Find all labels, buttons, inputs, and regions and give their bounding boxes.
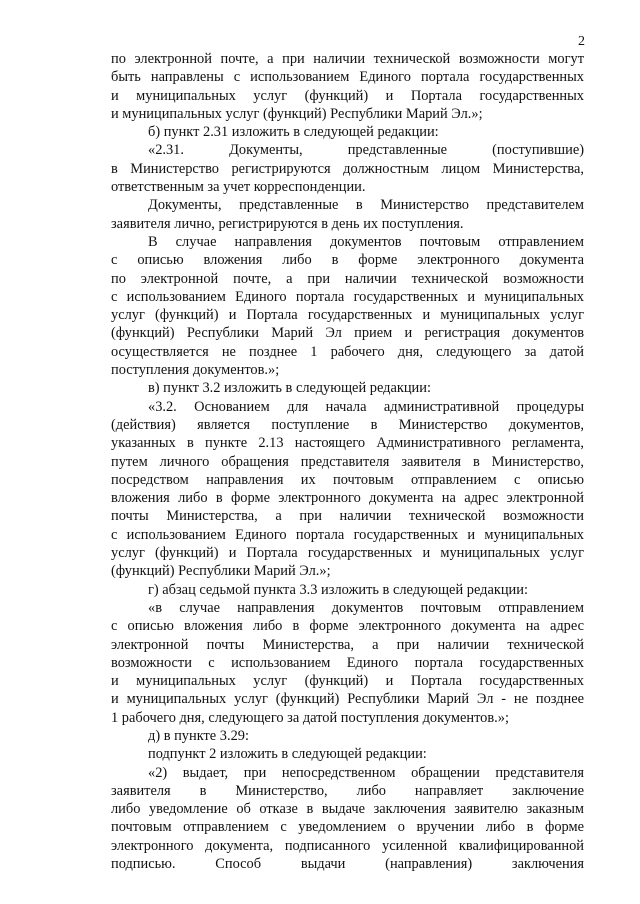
text-line: с описью вложения либо в форме электронного документа [111,252,584,269]
text-line: (функций) Республики Марий Эл прием и регистрация документов [111,325,584,342]
text-line: заявителя лично, регистрируются в день их поступления. [111,215,464,232]
text-line: «3.2. Основанием для начала административной процедуры [148,398,584,415]
text-line: посредством направления их почтовым отправлением с описью [111,471,584,488]
text-line: услуг (функций) и Портала государственных и муниципальных услуг [111,307,584,324]
text-line: осуществляется не позднее 1 рабочего дня, следующего за датой [111,343,584,360]
text-line: заявителя в Министерство, либо направляет заключение [111,782,584,799]
text-line: в Министерство регистрируются должностным лицом Министерства, [111,160,584,177]
text-line: подпункт 2 изложить в следующей редакции: [148,746,427,763]
text-line: поступления документов.»; [111,362,280,379]
text-line: подписью. Способ выдачи (направления) заключения [111,856,584,873]
text-line: по электронной почте, а при наличии технической возможности [111,270,584,287]
text-line: и муниципальных услуг (функций) Республики Марий Эл - не позднее [111,691,584,708]
text-line: ответственным за учет корреспонденции. [111,179,366,196]
text-line: Документы, представленные в Министерство представителем [148,197,584,214]
text-line: услуг (функций) и Портала государственных и муниципальных услуг [111,545,584,562]
text-line: (функций) Республики Марий Эл.»; [111,563,331,580]
text-line: с использованием Единого портала государственных и муниципальных [111,526,584,543]
page-number: 2 [578,34,585,49]
text-line: «2) выдает, при непосредственном обращении представителя [148,764,584,781]
text-line: по электронной почте, а при наличии технической возможности могут [111,51,584,67]
text-line: почты Министерства, а при наличии технической возможности [111,508,584,525]
text-line: д) в пункте 3.29: [148,727,249,744]
text-line: почтовым отправлением с уведомлением о вручении либо в форме [111,819,584,836]
text-line: путем личного обращения представителя заявителя в Министерство, [111,453,584,470]
text-line: вложения либо в форме электронного документа на адрес электронной [111,490,584,507]
text-line: с использованием Единого портала государственных и муниципальных [111,288,584,305]
text-line: 1 рабочего дня, следующего за датой поступления документов.»; [111,709,509,726]
text-line: и муниципальных услуг (функций) и Портала государственных [111,673,584,690]
text-line: либо уведомление об отказе в выдаче заключения заявителю заказным [111,801,584,818]
text-line: «в случае направления документов почтовым отправлением [148,599,584,616]
text-line: указанных в пункте 2.13 настоящего Административного регламента, [111,435,584,452]
text-line: быть направлены с использованием Единого портала государственных [111,69,584,86]
text-line: б) пункт 2.31 изложить в следующей редакции: [148,124,439,141]
text-line: «2.31. Документы, представленные (поступившие) [148,142,584,159]
text-line: электронного документа, подписанного усиленной квалифицированной [111,837,584,854]
text-line: возможности с использованием Единого портала государственных [111,654,584,671]
text-line: с описью вложения либо в форме электронного документа на адрес [111,618,584,635]
text-line: и муниципальных услуг (функций) Республики Марий Эл.»; [111,105,483,122]
text-line: электронной почты Министерства, а при наличии технической [111,636,584,653]
document-body [111,50,584,873]
text-line: и муниципальных услуг (функций) и Портала государственных [111,87,584,104]
text-line: в) пункт 3.2 изложить в следующей редакции: [148,380,431,397]
text-line: г) абзац седьмой пункта 3.3 изложить в следующей редакции: [148,581,528,598]
text-line: В случае направления документов почтовым отправлением [148,233,584,250]
text-line: (действия) является поступление в Министерство документов, [111,416,584,433]
